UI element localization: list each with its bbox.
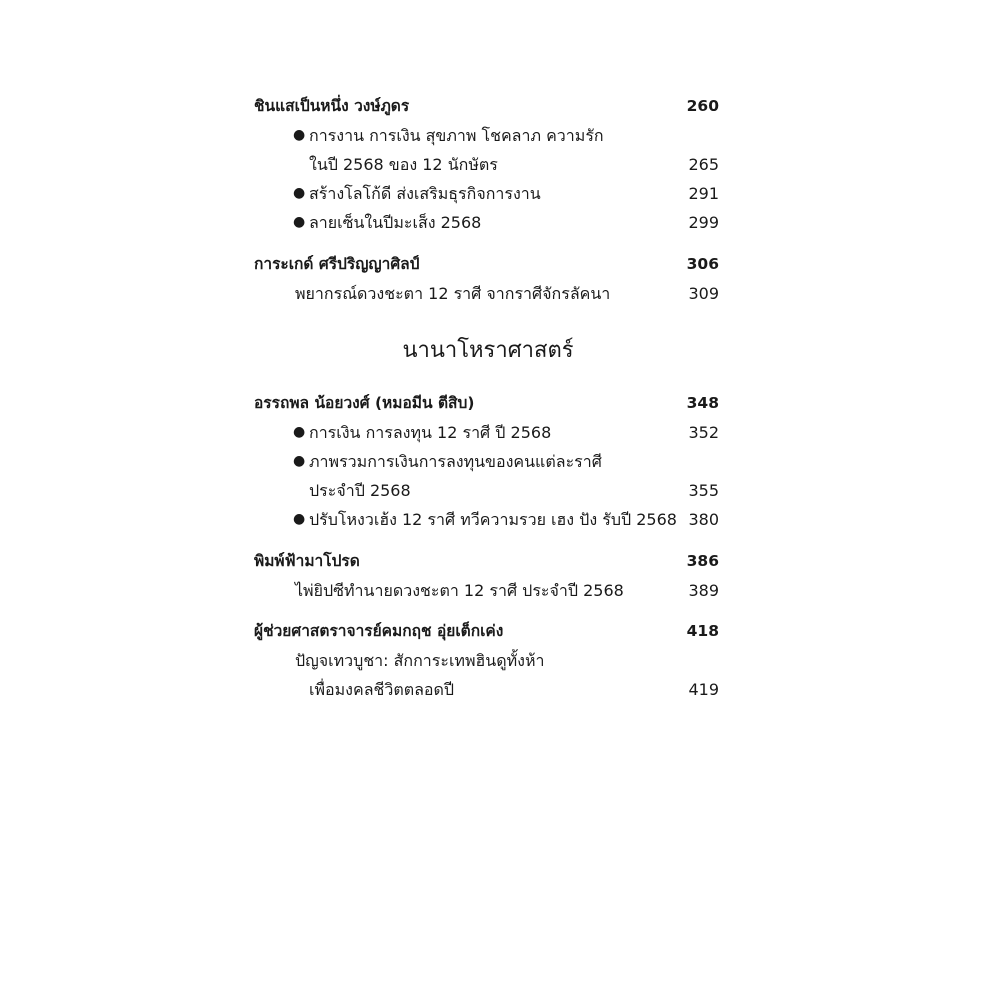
toc-item-entry [0, 418, 1000, 447]
item-title: สร้างโลโก้ดี ส่งเสริมธุรกิจการงาน [309, 184, 541, 203]
toc-author-entry [0, 547, 1000, 576]
item-title: การเงิน การลงทุน 12 ราศี ปี 2568 [309, 423, 552, 442]
page-number: 265 [688, 155, 719, 174]
item-title: พยากรณ์ดวงชะตา 12 ราศี จากราศีจักรลัคนา [295, 284, 611, 303]
item-title: ปัญจเทวบูชา: สักการะเทพฮินดูทั้งห้า [295, 651, 545, 670]
page-number: 380 [688, 510, 719, 529]
page-number: 260 [686, 97, 719, 115]
toc-item-entry [0, 279, 1000, 308]
page-number: 348 [686, 394, 719, 412]
toc-item-entry [0, 179, 1000, 208]
page-number: 419 [688, 680, 719, 699]
author-name: พิมพ์ฟ้ามาโปรด [254, 552, 360, 570]
bullet-icon: ● [293, 127, 306, 143]
toc-author-entry [0, 250, 1000, 279]
page-number: 299 [688, 213, 719, 232]
author-name: ผู้ช่วยศาสตราจารย์คมกฤช อุ่ยเต็กเค่ง [254, 622, 504, 640]
toc-item-entry [0, 121, 1000, 150]
item-title: ไพ่ยิปซีทำนายดวงชะตา 12 ราศี ประจำปี 2568 [295, 581, 624, 600]
page-number: 309 [688, 284, 719, 303]
item-title: ลายเซ็นในปีมะเส็ง 2568 [309, 213, 482, 232]
toc-item-entry [0, 447, 1000, 476]
page-number: 352 [688, 423, 719, 442]
page-number: 306 [686, 255, 719, 273]
section-heading: นานาโหราศาสตร์ [402, 338, 574, 363]
toc-item-continuation [0, 150, 1000, 179]
bullet-icon: ● [293, 214, 306, 230]
item-title-continued: เพื่อมงคลชีวิตตลอดปี [309, 680, 455, 699]
toc-item-entry [0, 505, 1000, 534]
page-number: 291 [688, 184, 719, 203]
toc-author-entry [0, 617, 1000, 646]
toc-item-entry [0, 646, 1000, 675]
page-number: 389 [688, 581, 719, 600]
item-title: การงาน การเงิน สุขภาพ โชคลาภ ความรัก [309, 126, 604, 145]
item-title: ปรับโหงวเฮ้ง 12 ราศี ทวีความรวย เฮง ปัง รับปี 2568 [309, 510, 677, 529]
item-title: ภาพรวมการเงินการลงทุนของคนแต่ละราศี [309, 452, 602, 471]
bullet-icon: ● [293, 185, 306, 201]
toc-item-entry [0, 208, 1000, 237]
bullet-icon: ● [293, 424, 306, 440]
page-number: 386 [686, 552, 719, 570]
author-name: อรรถพล น้อยวงศ์ (หมอมีน ตีสิบ) [254, 394, 475, 412]
item-title-continued: ในปี 2568 ของ 12 นักษัตร [309, 155, 498, 174]
page-number: 418 [686, 622, 719, 640]
bullet-icon: ● [293, 511, 306, 527]
toc-author-entry [0, 92, 1000, 121]
toc-author-entry [0, 389, 1000, 418]
author-name: การะเกด์ ศรีปริญญาศิลป์ [254, 255, 420, 273]
author-name: ชินแสเป็นหนึ่ง วงษ์ภูดร [254, 97, 410, 115]
page-number: 355 [688, 481, 719, 500]
toc-item-entry [0, 576, 1000, 605]
toc-item-continuation [0, 476, 1000, 505]
bullet-icon: ● [293, 453, 306, 469]
toc-item-continuation [0, 675, 1000, 704]
item-title-continued: ประจำปี 2568 [309, 481, 411, 500]
